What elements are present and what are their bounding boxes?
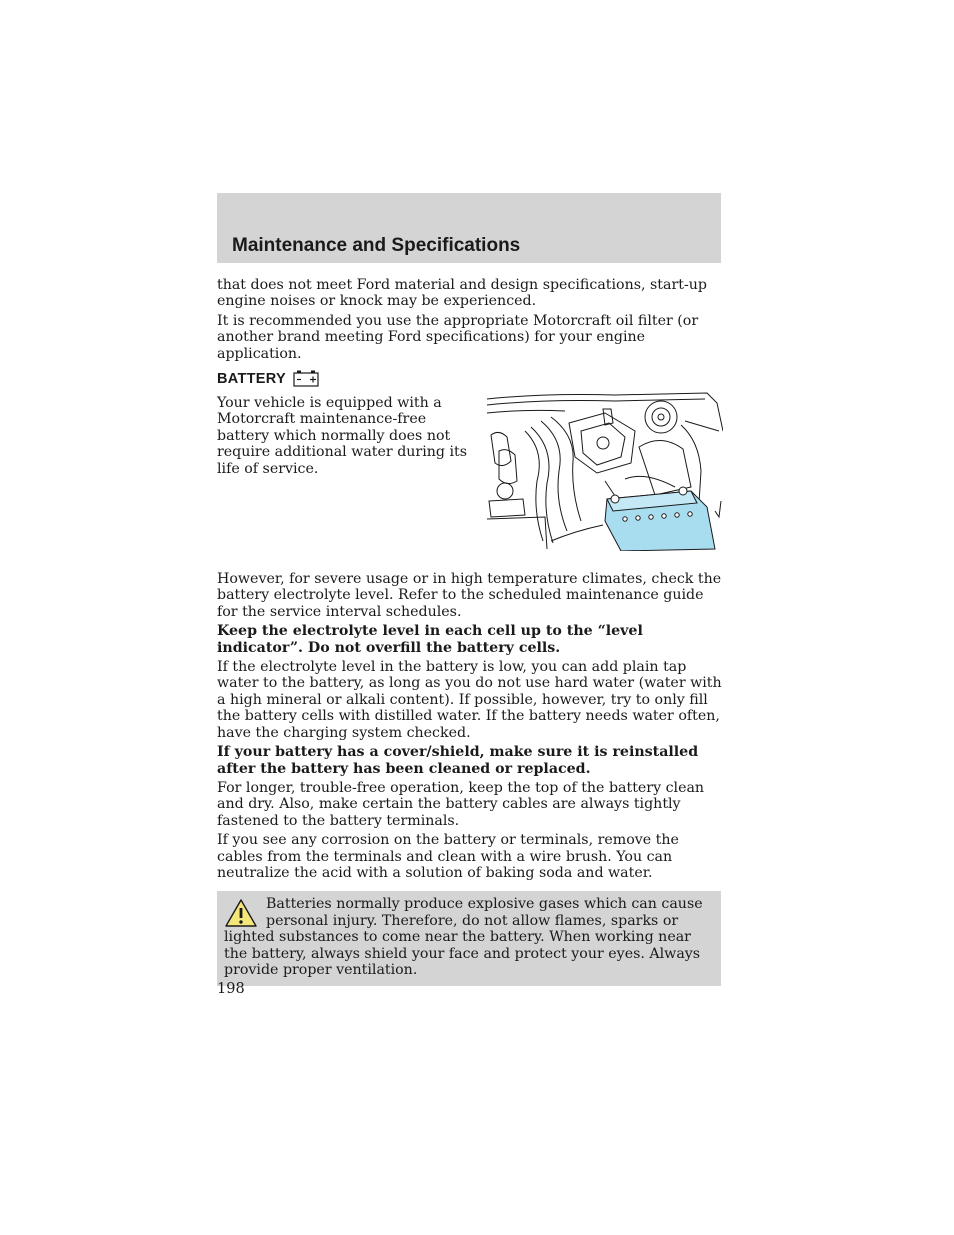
paragraph-oil-filter: It is recommended you use the appropriate Motorcraft oil filter (or another brand meeting Ford specifications) for your engine application.: [217, 312, 699, 362]
warning-box: [217, 891, 721, 986]
paragraph-cover-shield: If your battery has a cover/shield, make sure it is reinstalled after the battery has been cleaned or replaced.: [217, 744, 699, 777]
battery-intro-row: [217, 395, 723, 551]
battery-icon: [293, 370, 319, 387]
page-number: 198: [217, 981, 245, 997]
page-title: Maintenance and Specifications: [232, 235, 521, 256]
paragraph-electrolyte-level: Keep the electrolyte level in each cell up to the “level indicator”. Do not overfill the battery cells.: [217, 623, 643, 656]
main-content: [217, 277, 723, 986]
header-band: [217, 193, 721, 263]
paragraph-keep-clean: For longer, trouble-free operation, keep the top of the battery clean and dry. Also, make certain the battery cables are always tightly fastened to the battery terminals.: [217, 779, 705, 829]
battery-heading-label: BATTERY: [217, 370, 286, 387]
warning-triangle-icon: [224, 898, 258, 928]
warning-text: Batteries normally produce explosive gases which can cause personal injury. Therefore, do not allow flames, sparks or lighted substances to come near the battery. When working near the battery, always shield your face and protect your eyes. Always provide proper ventilation.: [224, 896, 703, 978]
engine-battery-illustration: [485, 391, 723, 551]
battery-heading: [217, 370, 723, 387]
paragraph-oil-spec: that does not meet Ford material and design specifications, start-up engine noises or knock may be experienced.: [217, 277, 707, 310]
paragraph-battery-intro: Your vehicle is equipped with a Motorcraft maintenance-free battery which normally does not require additional water during its life of service.: [217, 395, 467, 477]
paragraph-corrosion: If you see any corrosion on the battery or terminals, remove the cables from the terminals and clean with a wire brush. You can neutralize the acid with a solution of baking soda and water.: [217, 832, 679, 881]
paragraph-electrolyte-low: If the electrolyte level in the battery is low, you can add plain tap water to the battery, as long as you do not use hard water (water with a high mineral or alkali content). If possible, however, try to only fill the battery cells with distilled water. If the battery needs water often, have the charging system checked.: [217, 659, 722, 741]
paragraph-severe-usage: However, for severe usage or in high temperature climates, check the battery electrolyte level. Refer to the scheduled maintenance guide for the service interval schedules.: [217, 571, 722, 620]
